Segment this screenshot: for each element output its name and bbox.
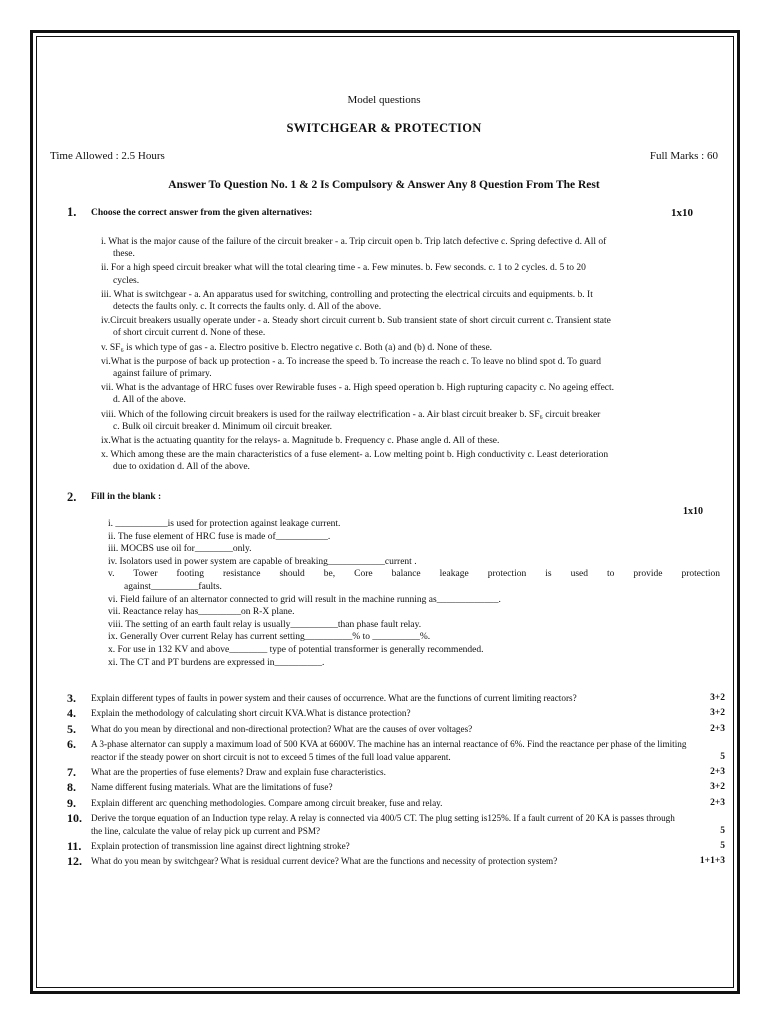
question-row (67, 855, 727, 867)
q1-option-item (101, 409, 721, 433)
q1-option-continuation: cycles. (113, 275, 140, 286)
question-number: 7. (67, 765, 76, 780)
question-text: Explain the methodology of calculating short circuit KVA.What is distance protection? (91, 708, 411, 719)
subject-title: SWITCHGEAR & PROTECTION (286, 121, 482, 135)
question-marks: 3+2 (710, 708, 725, 719)
q1-option-text: ix.What is the actuating quantity for the relays- a. Magnitude b. Frequency c. Phase angle d. All of these. (101, 436, 500, 447)
question-marks: 2+3 (710, 767, 725, 778)
question-number: 8. (67, 780, 76, 795)
question-marks: 5 (720, 841, 725, 852)
q1-option-text: ii. For a high speed circuit breaker what will the total clearing time - a. Few minutes. b. Few seconds. c. 1 to 2 cycles. d. 5 to 20 (101, 263, 586, 274)
q2-blank-item: v. Tower footing resistance should be, Core balance leakage protection is used to provide protection (108, 569, 720, 580)
question-row (67, 692, 727, 704)
q2-blanks-list (108, 518, 720, 669)
question-number: 9. (67, 795, 76, 810)
q1-option-continuation: detects the faults only. c. It corrects the faults only. d. All of the above. (113, 302, 382, 313)
question-marks: 3+2 (710, 782, 725, 793)
q2-blank-item: iii. MOCBS use oil for________only. (108, 544, 252, 555)
question-row (67, 797, 727, 809)
q2-heading: Fill in the blank : (91, 492, 162, 502)
q2-marks: 1x10 (683, 506, 703, 517)
question-text: What do you mean by switchgear? What is residual current device? What are the functions and necessity of protection system? (91, 856, 558, 867)
question-number: 5. (67, 721, 76, 736)
q2-blank-item: vi. Field failure of an alternator connected to grid will result in the machine running as_____________. (108, 594, 501, 605)
time-allowed: Time Allowed : 2.5 Hours (50, 150, 165, 162)
question-row (67, 723, 727, 735)
q2-blank-item: viii. The setting of an earth fault relay is usually__________than phase fault relay. (108, 619, 422, 630)
q1-option-item (101, 289, 721, 313)
question-row (67, 781, 727, 793)
question-text: Explain different arc quenching methodologies. Compare among circuit breaker, fuse and relay. (91, 797, 443, 808)
q1-option-item (101, 356, 721, 380)
q2-blank-item: vii. Reactance relay has_________on R-X plane. (108, 607, 295, 618)
q2-blank-item: ii. The fuse element of HRC fuse is made of___________. (108, 531, 331, 542)
q1-option-text: iii. What is switchgear - a. An apparatus used for switching, controlling and protecting the electrical circuits and equipments. b. It (101, 289, 593, 300)
question-marks: 3+2 (710, 693, 725, 703)
q1-marks: 1x10 (671, 207, 693, 219)
question-row (67, 707, 727, 719)
question-text: Explain different types of faults in power system and their causes of occurrence. What are the functions of current limiting reactors? (91, 693, 577, 703)
question-marks: 2+3 (710, 797, 725, 808)
q1-option-item (101, 315, 721, 339)
q1-options-list (101, 236, 721, 476)
question-text: Derive the torque equation of an Induction type relay. A relay is connected via 400/5 CT. The plug setting is125%. If a fault current of 20 KA is passes through the line, calculate the value of relay pick up current and PSM? (91, 813, 675, 836)
q1-option-continuation: d. All of the above. (113, 395, 186, 406)
q2-blank-item: i. ___________is used for protection against leakage current. (108, 519, 341, 529)
q1-option-continuation: of short circuit current d. None of these. (113, 328, 266, 339)
q1-option-item (101, 382, 721, 406)
question-number: 11. (67, 839, 82, 854)
document-title: Model questions (347, 94, 421, 106)
question-marks: 5 (720, 825, 725, 836)
question-number: 6. (67, 737, 76, 752)
q2-blank-item: against__________faults. (124, 581, 222, 592)
question-row (67, 812, 727, 837)
q1-option-text: v. SF₆ is which type of gas - a. Electro positive b. Electro negative c. Both (a) and (b) d. None of these. (101, 342, 493, 353)
q1-option-continuation: against failure of primary. (113, 369, 212, 380)
question-number: 12. (67, 854, 82, 869)
q2-blank-item: ix. Generally Over current Relay has current setting__________% to __________%. (108, 632, 431, 643)
q2-blank-item: xi. The CT and PT burdens are expressed in__________. (108, 657, 325, 668)
instruction: Answer To Question No. 1 & 2 Is Compulsory & Answer Any 8 Question From The Rest (168, 179, 600, 191)
q1-option-item (101, 262, 721, 286)
question-text: Name different fusing materials. What are the limitations of fuse? (91, 782, 333, 793)
question-row (67, 840, 727, 852)
q1-option-continuation: these. (113, 249, 135, 260)
question-text: What are the properties of fuse elements? Draw and explain fuse characteristics. (91, 767, 386, 778)
question-marks: 5 (720, 751, 725, 762)
q2-blank-item: iv. Isolators used in power system are capable of breaking____________current . (108, 556, 417, 567)
q1-option-continuation: due to oxidation d. All of the above. (113, 462, 250, 473)
q1-option-text: i. What is the major cause of the failure of the circuit breaker - a. Trip circuit open b. Trip latch defective c. Spring defective d. All of (101, 237, 607, 247)
question-number: 10. (67, 811, 82, 826)
question-number: 3. (67, 691, 76, 705)
full-marks: Full Marks : 60 (649, 150, 718, 162)
q1-number: 1. (67, 205, 77, 219)
question-number: 4. (67, 706, 76, 721)
q1-option-text: x. Which among these are the main characteristics of a fuse element- a. Low melting point b. High conductivity c. Least deterioration (101, 450, 609, 461)
q1-heading: Choose the correct answer from the given alternatives: (91, 208, 313, 218)
question-row (67, 766, 727, 778)
q1-option-item (101, 236, 721, 260)
q1-option-text: viii. Which of the following circuit breakers is used for the railway electrification - a. Air blast circuit breaker b. SF₆ circuit breaker (101, 409, 601, 420)
q1-option-item (101, 435, 721, 447)
q1-option-text: vi.What is the purpose of back up protection - a. To increase the speed b. To increase the reach c. To leave no blind spot d. To guard (101, 356, 601, 367)
q1-option-item (101, 449, 721, 473)
q1-option-text: vii. What is the advantage of HRC fuses over Rewirable fuses - a. High speed operation b. High rupturing capacity c. No ageing effect. (101, 383, 615, 394)
q2-number: 2. (67, 490, 77, 504)
question-marks: 2+3 (710, 723, 725, 734)
q2-blank-item: x. For use in 132 KV and above________ type of potential transformer is generally recommended. (108, 644, 484, 655)
q1-option-item (101, 342, 721, 354)
long-questions-list (67, 692, 727, 868)
question-text: A 3-phase alternator can supply a maximum load of 500 KVA at 6600V. The machine has an internal reactance of 6%. Find the reactance per phase of the limiting reactor if the steady power on short circuit is not to exceed 5 times of the full load value apparent. (91, 739, 687, 762)
question-text: Explain protection of transmission line against direct lightning stroke? (91, 841, 350, 852)
q1-option-continuation: c. Bulk oil circuit breaker d. Minimum oil circuit breaker. (113, 421, 332, 432)
question-text: What do you mean by directional and non-directional protection? What are the causes of over voltages? (91, 723, 473, 734)
q1-option-text: iv.Circuit breakers usually operate under - a. Steady short circuit current b. Sub transient state of short circuit current c. Transient state (101, 316, 611, 327)
question-row (67, 738, 727, 763)
question-marks: 1+1+3 (699, 856, 725, 867)
